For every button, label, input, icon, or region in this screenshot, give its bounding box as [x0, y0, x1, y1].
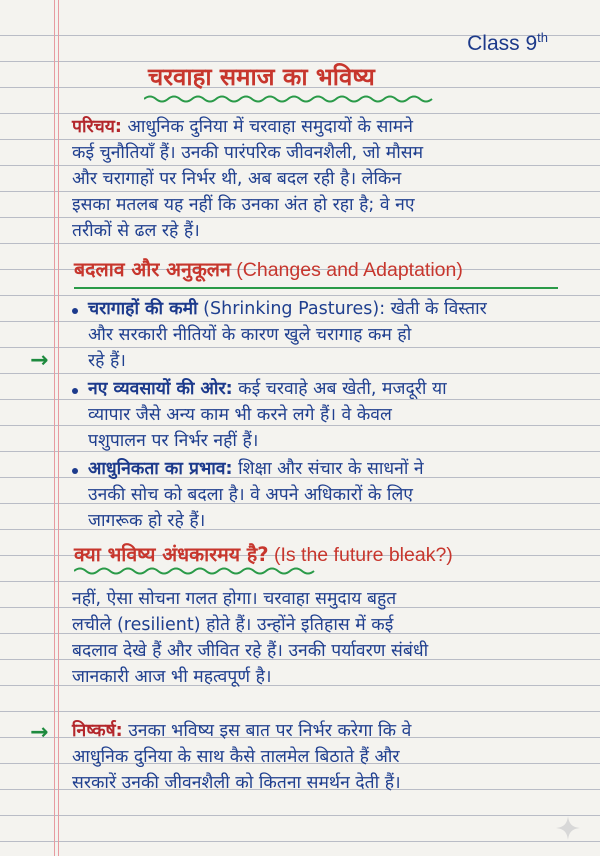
intro-line: इसका मतलब यह नहीं कि उनका अंत हो रहा है; वे नए — [72, 195, 415, 215]
conclusion-line: आधुनिक दुनिया के साथ कैसे तालमेल बिठाते हैं और — [72, 747, 400, 767]
bullet-item — [88, 376, 447, 454]
bullet-dot — [70, 464, 80, 474]
margin-line — [58, 0, 59, 856]
arrow-icon: → — [30, 348, 49, 373]
future-line: बदलाव देखे हैं और जीवित रहे हैं। उनकी पर्यावरण संबंधी — [72, 641, 429, 661]
bullet-item — [88, 296, 487, 374]
future-paragraph — [72, 586, 428, 690]
intro-line: और चरागाहों पर निर्भर थी, अब बदल रही है। लेकिन — [72, 169, 402, 189]
bullet-line: उनकी सोच को बदला है। वे अपने अधिकारों के लिए — [88, 485, 413, 505]
conclusion-paragraph — [72, 718, 411, 796]
intro-line: तरीकों से ढल रहे हैं। — [72, 221, 200, 241]
future-line: लचीले (resilient) होते हैं। उन्होंने इतिहास में कई — [72, 615, 394, 635]
bullet-dot — [70, 384, 80, 394]
conclusion-line: निष्कर्ष: उनका भविष्य इस बात पर निर्भर करेगा कि वे — [72, 721, 412, 741]
page-title: चरवाहा समाज का भविष्य — [148, 63, 375, 91]
bullet-line: पशुपालन पर निर्भर नहीं हैं। — [88, 431, 259, 451]
conclusion-line: सरकारें उनकी जीवनशैली को कितना समर्थन देती हैं। — [72, 773, 401, 793]
heading-squiggle — [74, 566, 324, 576]
bullet-item — [88, 456, 424, 534]
class-label: Class 9th — [467, 30, 548, 55]
arrow-icon: → — [30, 720, 49, 745]
bullet-line: नए व्यवसायों की ओर: कई चरवाहे अब खेती, मजदूरी या — [88, 379, 447, 399]
title-underline — [144, 94, 434, 104]
bullet-dot — [70, 304, 80, 314]
intro-line: परिचय: आधुनिक दुनिया में चरवाहा समुदायों के सामने — [72, 117, 413, 137]
bullet-line: रहे हैं। — [88, 351, 126, 371]
bullet-line: जागरूक हो रहे हैं। — [88, 511, 206, 531]
section-heading-changes: बदलाव और अनुकूलन (Changes and Adaptation) — [74, 258, 463, 281]
sparkle-icon — [556, 816, 580, 840]
intro-paragraph — [72, 114, 423, 244]
bullet-line: चरागाहों की कमी (Shrinking Pastures): खेती के विस्तार — [88, 299, 487, 319]
bullet-line: आधुनिकता का प्रभाव: शिक्षा और संचार के साधनों ने — [88, 459, 424, 479]
heading-underline — [74, 287, 558, 289]
margin-line — [54, 0, 55, 856]
future-line: नहीं, ऐसा सोचना गलत होगा। चरवाहा समुदाय बहुत — [72, 589, 397, 609]
bullet-line: व्यापार जैसे अन्य काम भी करने लगे हैं। वे केवल — [88, 405, 392, 425]
future-line: जानकारी आज भी महत्वपूर्ण है। — [72, 667, 272, 687]
intro-line: कई चुनौतियाँ हैं। उनकी पारंपरिक जीवनशैली, जो मौसम — [72, 143, 424, 163]
section-heading-future: क्या भविष्य अंधकारमय है? (Is the future bleak?) — [74, 543, 453, 566]
bullet-line: और सरकारी नीतियों के कारण खुले चरागाह कम हो — [88, 325, 412, 345]
